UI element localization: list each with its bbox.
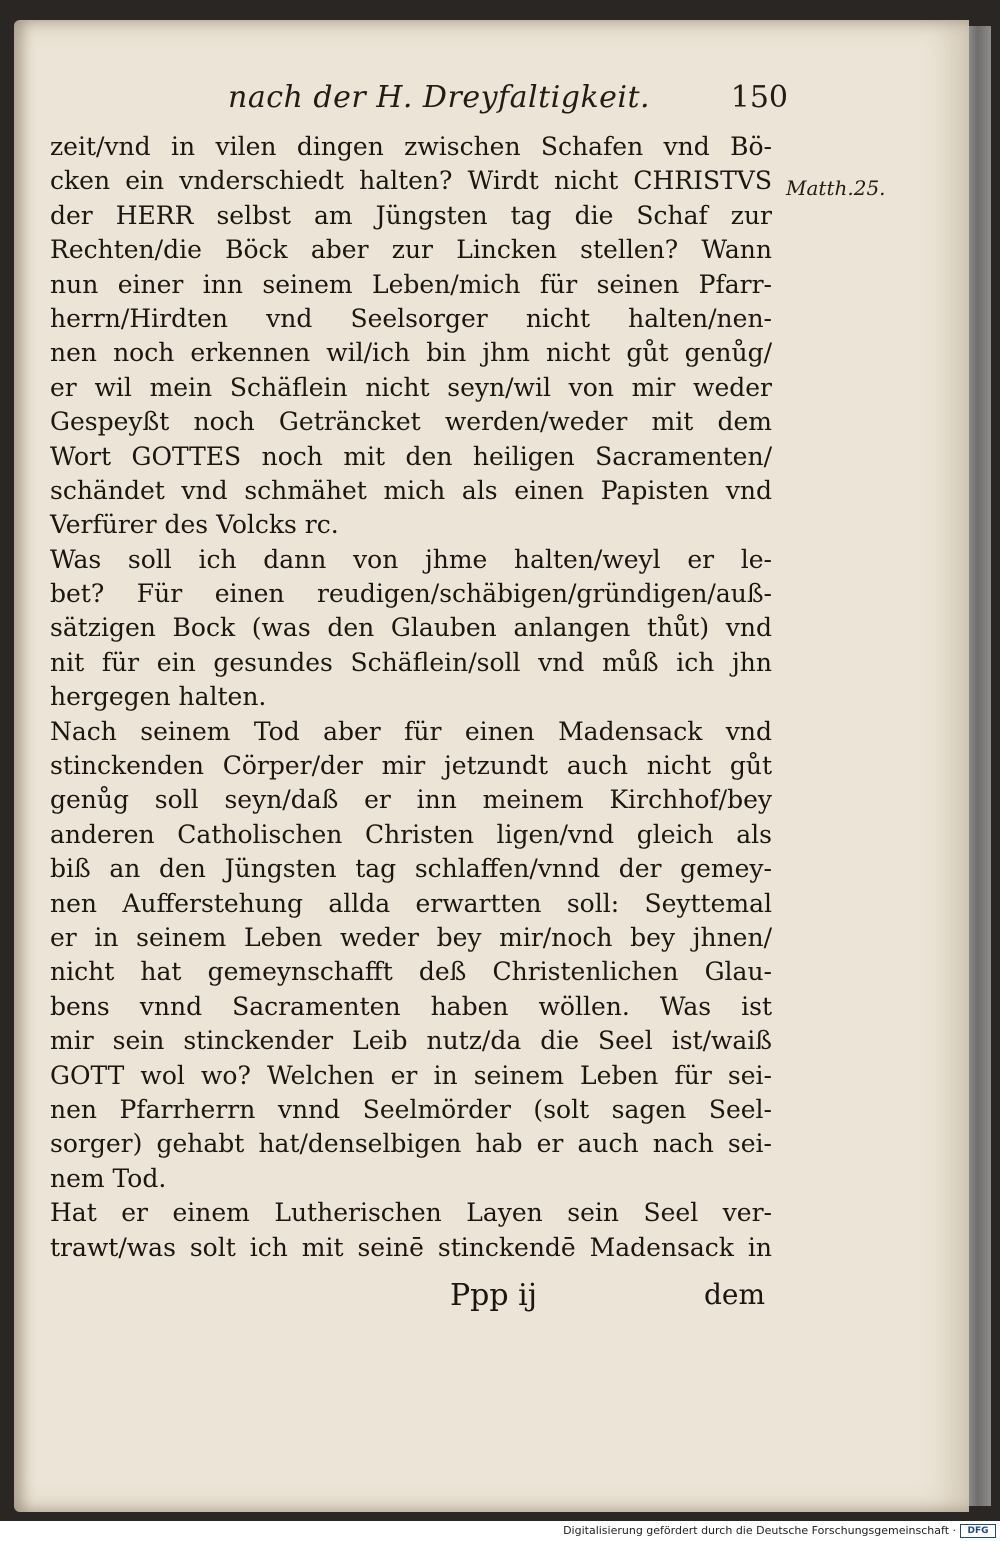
text-line: Nach seinem Tod aber für einen Madensack vnd bbox=[50, 716, 772, 746]
funding-credit: Digitalisierung gefördert durch die Deutsche Forschungsgemeinschaft · bbox=[563, 1524, 956, 1537]
text-line: Wort GOTTES noch mit den heiligen Sacramenten/ bbox=[50, 441, 772, 471]
signature-mark: Ppp ij bbox=[450, 1278, 538, 1313]
dfg-logo-icon: DFG bbox=[960, 1524, 996, 1538]
text-line: bet? Für einen reudigen/schäbigen/gründigen/auß- bbox=[50, 579, 772, 609]
footer-bar bbox=[0, 1521, 1000, 1541]
text-line: nit für ein gesundes Schäflein/soll vnd můß ich jhn bbox=[50, 647, 772, 677]
text-line: herrn/Hirdten vnd Seelsorger nicht halten/nen- bbox=[50, 303, 772, 333]
text-line: er wil mein Schäflein nicht seyn/wil von mir weder bbox=[50, 372, 772, 402]
text-line: nem Tod. bbox=[50, 1163, 167, 1193]
catchword: dem bbox=[703, 1278, 765, 1311]
text-line: hergegen halten. bbox=[50, 682, 267, 712]
text-line: der HERR selbst am Jüngsten tag die Schaf zur bbox=[50, 200, 772, 230]
text-line: sätzigen Bock (was den Glauben anlangen thůt) vnd bbox=[50, 613, 772, 643]
page-header bbox=[228, 80, 788, 120]
text-line: schändet vnd schmähet mich als einen Papisten vnd bbox=[50, 475, 772, 505]
signature-line bbox=[450, 1278, 765, 1318]
text-line: sorger) gehabt hat/denselbigen hab er auch nach sei- bbox=[50, 1129, 772, 1159]
text-line: Hat er einem Lutherischen Layen sein Seel ver- bbox=[50, 1198, 772, 1228]
text-line: nun einer inn seinem Leben/mich für seinen Pfarr- bbox=[50, 269, 772, 299]
body-text bbox=[50, 130, 772, 1265]
text-line: zeit/vnd in vilen dingen zwischen Schafen vnd Bö- bbox=[50, 132, 772, 161]
margin-note: Matth.25. bbox=[786, 176, 886, 200]
text-line: Rechten/die Böck aber zur Lincken stellen? Wann bbox=[50, 235, 772, 265]
text-line: GOTT wol wo? Welchen er in seinem Leben für sei- bbox=[50, 1060, 772, 1090]
text-line: nen Pfarrherrn vnnd Seelmörder (solt sagen Seel- bbox=[50, 1094, 772, 1124]
text-line: Gespeyßt noch Geträncket werden/weder mit dem bbox=[50, 407, 772, 437]
text-line: Verfürer des Volcks rc. bbox=[50, 510, 339, 540]
text-line: nicht hat gemeynschafft deß Christenlichen Glau- bbox=[50, 957, 772, 987]
text-line: anderen Catholischen Christen ligen/vnd gleich als bbox=[50, 819, 772, 849]
page-number: 150 bbox=[730, 80, 788, 115]
text-line: cken ein vnderschiedt halten? Wirdt nicht CHRISTVS bbox=[50, 166, 772, 196]
text-line: trawt/was solt ich mit seinē stinckendē Madensack in bbox=[50, 1232, 772, 1262]
text-line: stinckenden Cörper/der mir jetzundt auch nicht gůt bbox=[50, 751, 772, 781]
text-line: nen noch erkennen wil/ich bin jhm nicht gůt genůg/ bbox=[50, 338, 772, 368]
text-line: bens vnnd Sacramenten haben wöllen. Was ist bbox=[50, 991, 772, 1021]
text-line: nen Aufferstehung allda erwartten soll: Seyttemal bbox=[50, 888, 772, 918]
text-line: Was soll ich dann von jhme halten/weyl er le- bbox=[50, 544, 772, 574]
page-edge bbox=[969, 26, 991, 1506]
text-line: biß an den Jüngsten tag schlaffen/vnnd der gemey- bbox=[50, 854, 772, 884]
text-line: mir sein stinckender Leib nutz/da die Seel ist/waiß bbox=[50, 1026, 772, 1056]
running-head: nach der H. Dreyfaltigkeit. bbox=[228, 80, 651, 115]
text-line: er in seinem Leben weder bey mir/noch bey jhnen/ bbox=[50, 922, 772, 952]
text-line: genůg soll seyn/daß er inn meinem Kirchhof/bey bbox=[50, 785, 772, 815]
